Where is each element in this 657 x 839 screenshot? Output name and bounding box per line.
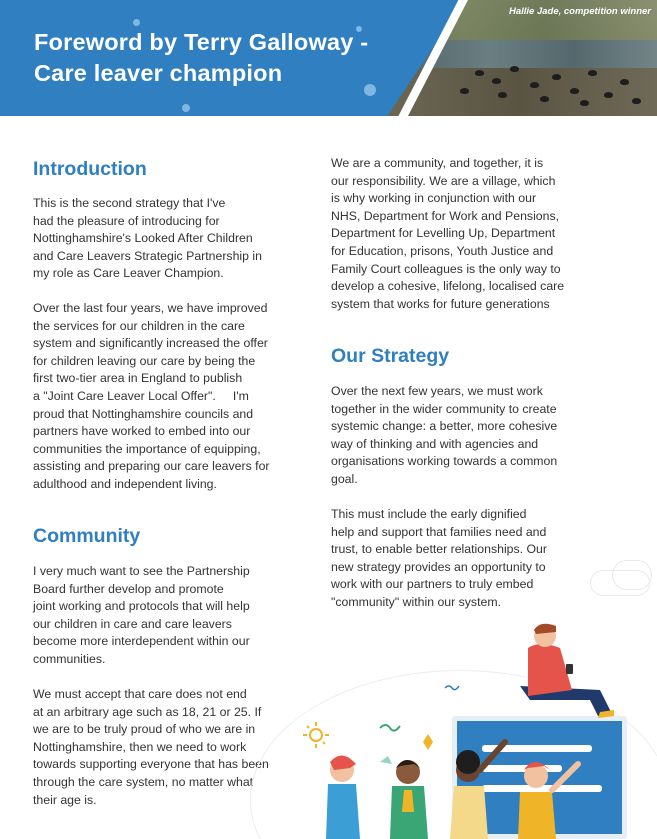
text-line: communities.: [33, 651, 106, 666]
text-line: "community" within our system.: [331, 594, 502, 609]
text-line: assisting and preparing our care leavers for: [33, 459, 270, 474]
text-line: proud that Nottinghamshire councils and: [33, 406, 254, 421]
text-line: for Education, prisons, Youth Justice and: [331, 243, 554, 258]
text-line: for children leaving our care by being the: [33, 353, 256, 368]
text-line: my role as Care Leaver Champion.: [33, 266, 224, 281]
text-line: Over the next few years, we must work: [331, 384, 543, 398]
strategy-paragraph-2: [331, 506, 606, 612]
text-line: communities the importance of equipping,: [33, 441, 261, 456]
introduction-paragraph-2: [33, 300, 308, 494]
sparkle-icons: [303, 686, 459, 764]
text-line: first two-tier area in England to publish: [33, 371, 243, 386]
text-line: trust, to enable better relationships. Our: [331, 542, 547, 557]
text-line: and Care Leavers Strategic Partnership in: [33, 248, 262, 263]
text-line: Department for Levelling Up, Department: [331, 226, 556, 241]
decorative-dot: [182, 104, 190, 112]
text-line: through the care system, no matter what: [33, 774, 254, 789]
text-line: a "Joint Care Leaver Local Offer". I'm: [33, 388, 249, 403]
text-line: We are a community, and together, it is: [331, 156, 544, 170]
text-line: is why working in conjunction with our: [331, 191, 537, 206]
text-line: our children in care and care leavers: [33, 616, 232, 631]
introduction-paragraph-1: [33, 195, 308, 283]
text-line: way of thinking and with agencies and: [331, 436, 539, 451]
text-line: Family Court colleagues is the only way to: [331, 261, 561, 276]
page-title-line-2: Care leaver champion: [34, 60, 283, 86]
text-line: This must include the early dignified: [331, 507, 527, 521]
text-line: system and significantly increased the offer: [33, 336, 268, 351]
photo-credit: Hallie Jade, competition winner: [508, 6, 651, 17]
notice-board: [452, 716, 627, 839]
text-line: NHS, Department for Work and Pensions,: [331, 208, 560, 223]
text-line: their age is.: [33, 792, 97, 807]
text-line: had the pleasure of introducing for: [33, 213, 220, 228]
text-line: goal.: [331, 471, 358, 486]
children-group: [326, 742, 578, 839]
village-paragraph: [331, 155, 606, 313]
text-line: together in the wider community to create: [331, 401, 557, 416]
text-line: Nottinghamshire, then we need to work: [33, 739, 247, 754]
text-line: develop a cohesive, lifelong, localised care: [331, 279, 565, 294]
background-arc: [250, 670, 657, 839]
our-strategy-heading: Our Strategy: [331, 345, 450, 367]
page-title-line-1: Foreword by Terry Galloway -: [34, 29, 369, 55]
text-line: towards supporting everyone that has been: [33, 757, 269, 772]
text-line: work with our partners to truly embed: [331, 577, 534, 592]
text-line: at an arbitrary age such as 18, 21 or 25. If: [33, 704, 262, 719]
text-line: our responsibility. We are a village, which: [331, 173, 556, 188]
text-line: systemic change: a better, more cohesive: [331, 419, 558, 434]
text-line: Board further develop and promote: [33, 581, 224, 596]
text-line: This is the second strategy that I've: [33, 196, 226, 210]
text-line: system that works for future generations: [331, 296, 550, 311]
text-line: help and support that families need and: [331, 524, 547, 539]
text-line: joint working and protocols that will help: [33, 599, 250, 614]
page-title: [34, 27, 414, 89]
text-line: we are to be truly proud of who we are in: [33, 722, 256, 737]
text-line: become more interdependent within our: [33, 634, 250, 649]
community-paragraph-2: [33, 686, 308, 809]
text-line: adulthood and independent living.: [33, 476, 217, 491]
text-line: organisations working towards a common: [331, 454, 558, 469]
cloud-outline: [612, 560, 652, 590]
strategy-paragraph-1: [331, 383, 606, 489]
introduction-heading: Introduction: [33, 158, 147, 180]
text-line: Nottinghamshire's Looked After Children: [33, 231, 253, 246]
decorative-dot: [133, 19, 140, 26]
community-heading: Community: [33, 525, 141, 547]
community-paragraph-1: [33, 563, 308, 669]
text-line: the services for our children in the care: [33, 318, 245, 333]
text-line: new strategy provides an opportunity to: [331, 559, 546, 574]
text-line: We must accept that care does not end: [33, 687, 247, 701]
text-line: Over the last four years, we have improved: [33, 301, 268, 315]
text-line: I very much want to see the Partnership: [33, 564, 250, 578]
text-line: partners have worked to embed into our: [33, 424, 251, 439]
teen-with-phone: [520, 624, 614, 718]
header-banner: [0, 0, 657, 116]
